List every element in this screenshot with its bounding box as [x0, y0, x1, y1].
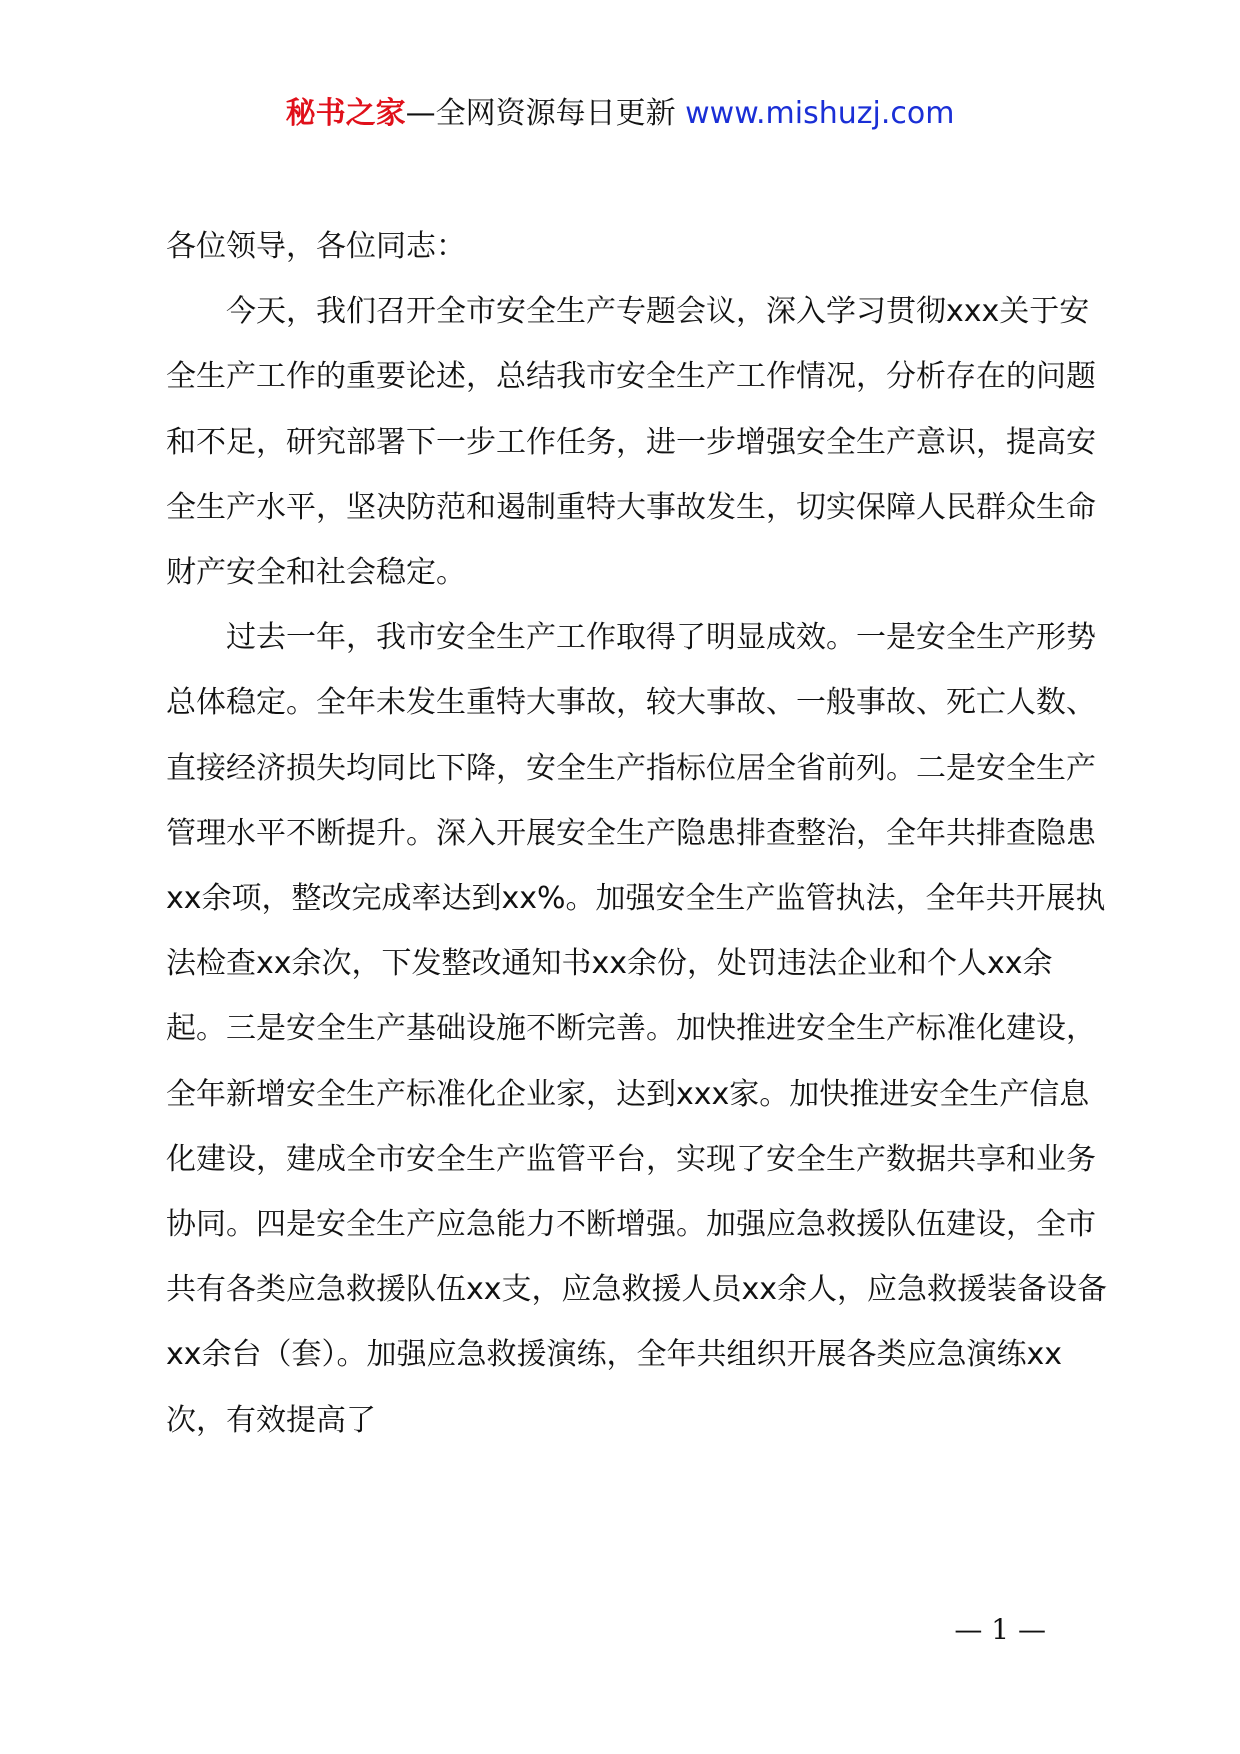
site-url-link[interactable]: www.mishuzj.com: [685, 96, 955, 131]
site-slogan: —全网资源每日更新: [405, 96, 686, 131]
paragraph-achievements: 过去一年，我市安全生产工作取得了明显成效。一是安全生产形势总体稳定。全年未发生重特大事故，较大事故、一般事故、死亡人数、直接经济损失均同比下降，安全生产指标位居全省前列。二是安全生产管理水平不断提升。深入开展安全生产隐患排查整治，全年共排查隐患xx余项，整改完成率达到xx%。加强安全生产监管执法，全年共开展执法检查xx余次，下发整改通知书xx余份，处罚违法企业和个人xx余起。三是安全生产基础设施不断完善。加快推进安全生产标准化建设，全年新增安全生产标准化企业家，达到xxx家。加快推进安全生产信息化建设，建成全市安全生产监管平台，实现了安全生产数据共享和业务协同。四是安全生产应急能力不断增强。加强应急救援队伍建设，全市共有各类应急救援队伍xx支，应急救援人员xx余人，应急救援装备设备xx余台（套）。加强应急救援演练，全年共组织开展各类应急演练xx次，有效提高了: [166, 620, 1108, 1438]
page-number: — 1 —: [954, 1613, 1046, 1646]
site-header: [0, 94, 1240, 134]
salutation: 各位领导，各位同志：: [166, 229, 466, 264]
site-brand: 秘书之家: [285, 96, 406, 131]
paragraph-intro: 今天，我们召开全市安全生产专题会议，深入学习贯彻xxx关于安全生产工作的重要论述，总结我市安全生产工作情况，分析存在的问题和不足，研究部署下一步工作任务，进一步增强安全生产意识，提高安全生产水平，坚决防范和遏制重特大事故发生，切实保障人民群众生命财产安全和社会稳定。: [166, 294, 1096, 591]
document-body: [166, 214, 1112, 1453]
